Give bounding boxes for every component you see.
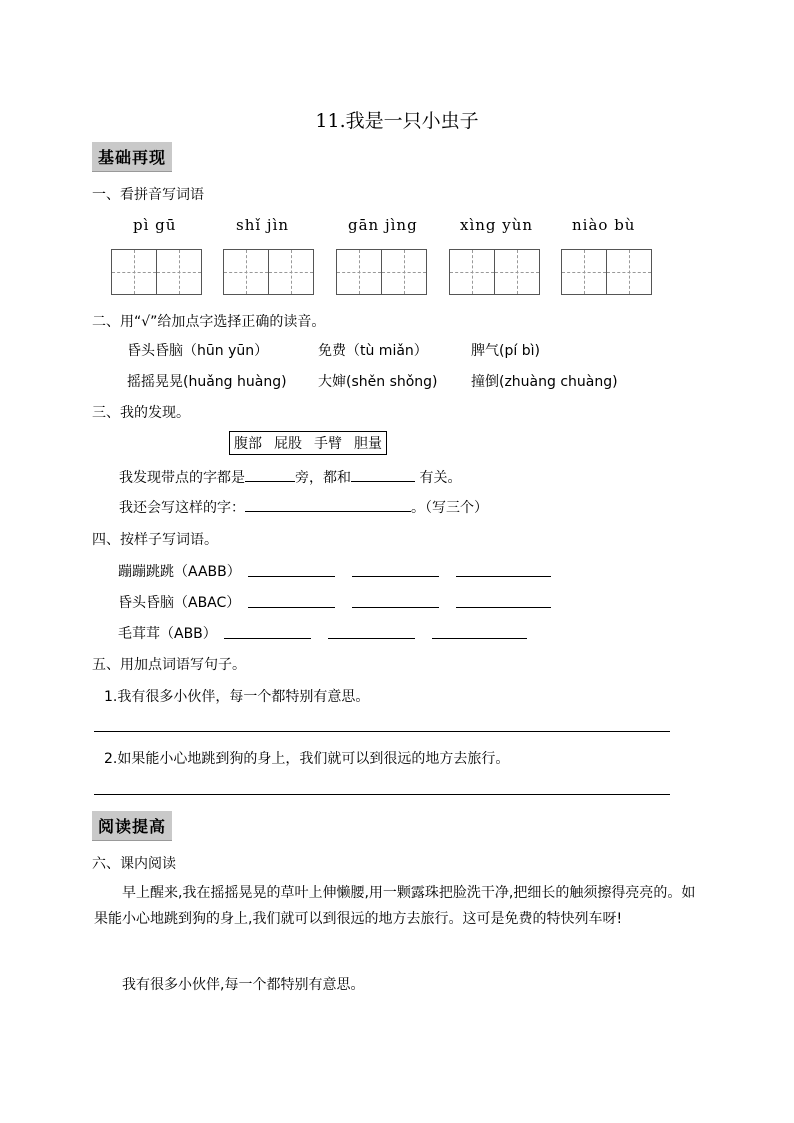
pattern-blank-2c[interactable] (456, 593, 551, 608)
section-badge-basic: 基础再现 (92, 142, 172, 172)
word-3: 手臂 (314, 436, 342, 452)
discovery-text-b: 旁，都和 (295, 470, 351, 486)
pattern-blank-3c[interactable] (432, 624, 527, 639)
word-box (229, 431, 387, 455)
pattern-label-2: 昏头昏脑（ABAC） (118, 595, 241, 611)
section-2-heading: 二、用“√”给加点字选择正确的读音。 (92, 314, 326, 330)
answer-line-1[interactable] (94, 731, 670, 732)
pattern-blank-1a[interactable] (248, 562, 335, 577)
pattern-blank-3b[interactable] (328, 624, 415, 639)
discovery-text-a: 我发现带点的字都是 (119, 470, 245, 486)
pattern-label-1: 蹦蹦跳跳（AABB） (118, 564, 241, 580)
sentence-prompt-1: 1.我有很多小伙伴，每一个都特别有意思。 (104, 689, 370, 705)
reading-choice-3[interactable]: 脾气(pí bì) (471, 343, 540, 359)
writing-grid-1[interactable] (111, 249, 201, 295)
section-4-heading: 四、按样子写词语。 (92, 532, 218, 548)
writing-grid-4[interactable] (449, 249, 539, 295)
discovery-text-d: 我还会写这样的字： (119, 500, 245, 516)
reading-choice-2[interactable]: 免费（tù miǎn） (318, 343, 428, 359)
pinyin-1: pì gū (133, 216, 177, 234)
discovery-text-e: 。（写三个） (411, 500, 488, 516)
section-1-heading: 一、看拼音写词语 (92, 187, 204, 203)
discovery-line-1 (119, 467, 461, 487)
answer-line-2[interactable] (94, 794, 670, 795)
reading-choice-4[interactable]: 摇摇晃晃(huǎng huàng) (127, 374, 287, 390)
pattern-row-3 (118, 623, 217, 643)
pattern-blank-1c[interactable] (456, 562, 551, 577)
pattern-blank-3a[interactable] (224, 624, 311, 639)
word-1: 腹部 (234, 436, 262, 452)
section-badge-reading: 阅读提高 (92, 811, 172, 841)
pattern-blank-2a[interactable] (248, 593, 335, 608)
section-6-heading: 六、课内阅读 (92, 856, 176, 872)
pattern-row-1 (118, 561, 241, 581)
reading-choice-5[interactable]: 大婶(shěn shǒng) (318, 374, 438, 390)
section-3-heading: 三、我的发现。 (92, 405, 190, 421)
pattern-blank-2b[interactable] (352, 593, 439, 608)
sentence-prompt-2: 2.如果能小心地跳到狗的身上，我们就可以到很远的地方去旅行。 (104, 751, 510, 767)
writing-grid-3[interactable] (336, 249, 426, 295)
blank-radical[interactable] (245, 467, 295, 482)
writing-grid-2[interactable] (223, 249, 313, 295)
reading-choice-6[interactable]: 撞倒(zhuàng chuàng) (471, 374, 618, 390)
page-title: 11.我是一只小虫子 (315, 110, 479, 132)
reading-paragraph-1: 早上醒来,我在摇摇晃晃的草叶上伸懒腰,用一颗露珠把脸洗干净,把细长的触须擦得亮亮的。如果能小心地跳到狗的身上,我们就可以到很远的地方去旅行。这可是免费的特快列车呀! (94, 885, 696, 927)
reading-choice-1[interactable]: 昏头昏脑（hūn yūn） (127, 343, 269, 359)
reading-paragraph-2: 我有很多小伙伴,每一个都特别有意思。 (122, 977, 365, 993)
pinyin-2: shǐ jìn (236, 216, 290, 234)
discovery-text-c: 有关。 (415, 470, 462, 486)
discovery-line-2 (119, 497, 488, 517)
pattern-blank-1b[interactable] (352, 562, 439, 577)
pattern-row-2 (118, 592, 240, 612)
pattern-label-3: 毛茸茸（ABB） (118, 626, 217, 642)
section-5-heading: 五、用加点词语写句子。 (92, 657, 246, 673)
blank-more-chars[interactable] (245, 497, 411, 512)
pinyin-5: niào bù (572, 216, 636, 234)
blank-related[interactable] (351, 467, 415, 482)
writing-grid-5[interactable] (561, 249, 651, 295)
word-4: 胆量 (354, 436, 382, 452)
pinyin-4: xìng yùn (460, 216, 534, 234)
pinyin-3: gān jìng (348, 216, 418, 234)
word-2: 屁股 (274, 436, 302, 452)
